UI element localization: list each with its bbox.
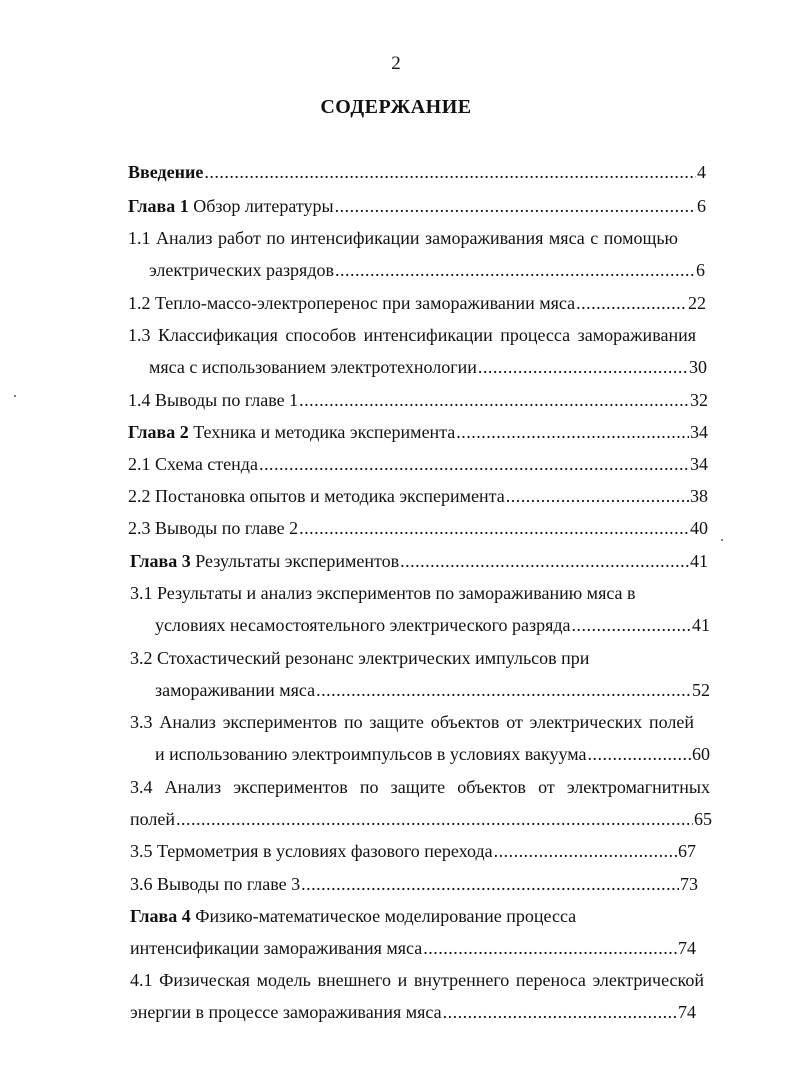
toc-page-number: 22 bbox=[688, 293, 706, 313]
toc-entry-label: 3.5 Термометрия в условиях фазового перехода bbox=[130, 841, 493, 861]
toc-entry-label: условиях несамостоятельного электрического разряда bbox=[155, 615, 571, 635]
leader-dots bbox=[316, 678, 691, 702]
leader-dots bbox=[299, 516, 689, 540]
toc-entry-3-1-line1[interactable]: 3.1 Результаты и анализ экспериментов по замораживанию мяса в bbox=[130, 583, 636, 603]
toc-page-number: 40 bbox=[690, 518, 708, 538]
toc-page-number: 6 bbox=[696, 260, 705, 280]
toc-entry-1-2[interactable] bbox=[128, 291, 706, 315]
toc-entry-1-3[interactable] bbox=[149, 355, 707, 379]
page-title: СОДЕРЖАНИЕ bbox=[320, 96, 472, 118]
leader-dots bbox=[456, 420, 689, 444]
chapter-label: Глава 4 bbox=[130, 906, 191, 926]
toc-entry-3-4[interactable] bbox=[130, 807, 712, 831]
toc-entry-chapter-2[interactable] bbox=[128, 420, 708, 444]
toc-entry-1-3-line1[interactable]: 1.3 Классификация способов интенсификации процесса замораживания bbox=[128, 325, 696, 345]
scan-speck bbox=[721, 539, 723, 541]
toc-entry-intro[interactable] bbox=[128, 160, 706, 184]
toc-entry-2-1[interactable] bbox=[128, 452, 708, 476]
toc-page-number: 74 bbox=[678, 1002, 696, 1022]
chapter-label: Глава 1 bbox=[128, 196, 189, 216]
toc-entry-label: Техника и методика эксперимента bbox=[188, 422, 456, 442]
toc-entry-3-2[interactable] bbox=[155, 678, 710, 702]
leader-dots bbox=[478, 355, 688, 379]
toc-entry-label: полей bbox=[130, 809, 175, 829]
toc-entry-1-1-line1[interactable]: 1.1 Анализ работ по интенсификации замораживания мяса с помощью bbox=[128, 228, 678, 248]
toc-entry-3-4-line1[interactable]: 3.4 Анализ экспериментов по защите объектов от электромагнитных bbox=[130, 777, 710, 797]
chapter-label: Глава 3 bbox=[130, 551, 191, 571]
toc-entry-4-1-line1[interactable]: 4.1 Физическая модель внешнего и внутреннего переноса электрической bbox=[130, 970, 704, 990]
leader-dots bbox=[494, 839, 677, 863]
toc-page-number: 65 bbox=[694, 809, 712, 829]
toc-page-number: 32 bbox=[690, 390, 708, 410]
leader-dots bbox=[400, 549, 689, 573]
toc-page-number: 52 bbox=[692, 680, 710, 700]
leader-dots bbox=[176, 807, 693, 831]
toc-entry-3-6[interactable] bbox=[130, 872, 698, 896]
toc-entry-chapter-4-line1[interactable] bbox=[130, 904, 576, 928]
toc-page-number: 41 bbox=[690, 551, 708, 571]
leader-dots bbox=[335, 194, 696, 218]
toc-page-number: 74 bbox=[678, 938, 696, 958]
toc-entry-3-1[interactable] bbox=[155, 613, 710, 637]
toc-entry-chapter-3[interactable] bbox=[130, 549, 708, 573]
leader-dots bbox=[443, 1000, 677, 1024]
toc-entry-label: Результаты экспериментов bbox=[190, 551, 400, 571]
toc-entry-3-5[interactable] bbox=[130, 839, 696, 863]
toc-entry-label: электрических разрядов bbox=[149, 260, 334, 280]
leader-dots bbox=[259, 452, 689, 476]
toc-entry-chapter-4[interactable] bbox=[130, 936, 696, 960]
toc-page-number: 60 bbox=[692, 744, 710, 764]
toc-entry-label: Физико-математическое моделирование процесса bbox=[190, 906, 577, 926]
toc-page-number: 34 bbox=[690, 422, 708, 442]
toc-entry-4-1[interactable] bbox=[130, 1000, 696, 1024]
leader-dots bbox=[506, 484, 689, 508]
toc-entry-1-4[interactable] bbox=[128, 388, 708, 412]
toc-entry-3-3-line1[interactable]: 3.3 Анализ экспериментов по защите объектов от электрических полей bbox=[130, 712, 694, 732]
toc-entry-3-2-line1[interactable]: 3.2 Стохастический резонанс электрических импульсов при bbox=[130, 648, 590, 668]
toc-entry-2-2[interactable] bbox=[128, 484, 708, 508]
leader-dots bbox=[335, 258, 695, 282]
toc-page-number: 6 bbox=[697, 196, 706, 216]
toc-entry-label: и использованию электроимпульсов в условиях вакуума bbox=[155, 744, 587, 764]
toc-page-number: 34 bbox=[690, 454, 708, 474]
leader-dots bbox=[576, 291, 687, 315]
toc-page-number: 67 bbox=[678, 841, 696, 861]
toc-entry-label: мяса с использованием электротехнологии bbox=[149, 357, 477, 377]
leader-dots bbox=[423, 936, 677, 960]
toc-entry-label: 2.1 Схема стенда bbox=[128, 454, 258, 474]
toc-entry-label: 3.6 Выводы по главе 3 bbox=[130, 874, 301, 894]
leader-dots bbox=[587, 742, 691, 766]
leader-dots bbox=[572, 613, 691, 637]
toc-entry-label: 1.4 Выводы по главе 1 bbox=[128, 390, 299, 410]
toc-entry-1-1[interactable] bbox=[149, 258, 705, 282]
toc-entry-label: 2.2 Постановка опытов и методика эксперимента bbox=[128, 486, 505, 506]
toc-entry-label: 2.3 Выводы по главе 2 bbox=[128, 518, 299, 538]
toc-entry-3-3[interactable] bbox=[155, 742, 710, 766]
toc-entry-label: Обзор литературы bbox=[188, 196, 334, 216]
toc-entry-label: 1.2 Тепло-массо-электроперенос при замораживании мяса bbox=[128, 293, 576, 313]
leader-dots bbox=[204, 160, 696, 184]
page-number: 2 bbox=[391, 53, 401, 74]
toc-page-number: 30 bbox=[689, 357, 707, 377]
scan-speck bbox=[14, 395, 16, 397]
toc-page-number: 73 bbox=[680, 874, 698, 894]
toc-entry-label: Введение bbox=[128, 162, 204, 182]
toc-entry-2-3[interactable] bbox=[128, 516, 708, 540]
toc-page-number: 38 bbox=[690, 486, 708, 506]
leader-dots bbox=[301, 872, 679, 896]
toc-entry-chapter-1[interactable] bbox=[128, 194, 706, 218]
toc-entry-label: замораживании мяса bbox=[155, 680, 316, 700]
toc-page-number: 41 bbox=[692, 615, 710, 635]
toc-entry-label: интенсификации замораживания мяса bbox=[130, 938, 423, 958]
chapter-label: Глава 2 bbox=[128, 422, 189, 442]
leader-dots bbox=[299, 388, 689, 412]
toc-entry-label: энергии в процессе замораживания мяса bbox=[130, 1002, 442, 1022]
toc-page-number: 4 bbox=[697, 162, 706, 182]
